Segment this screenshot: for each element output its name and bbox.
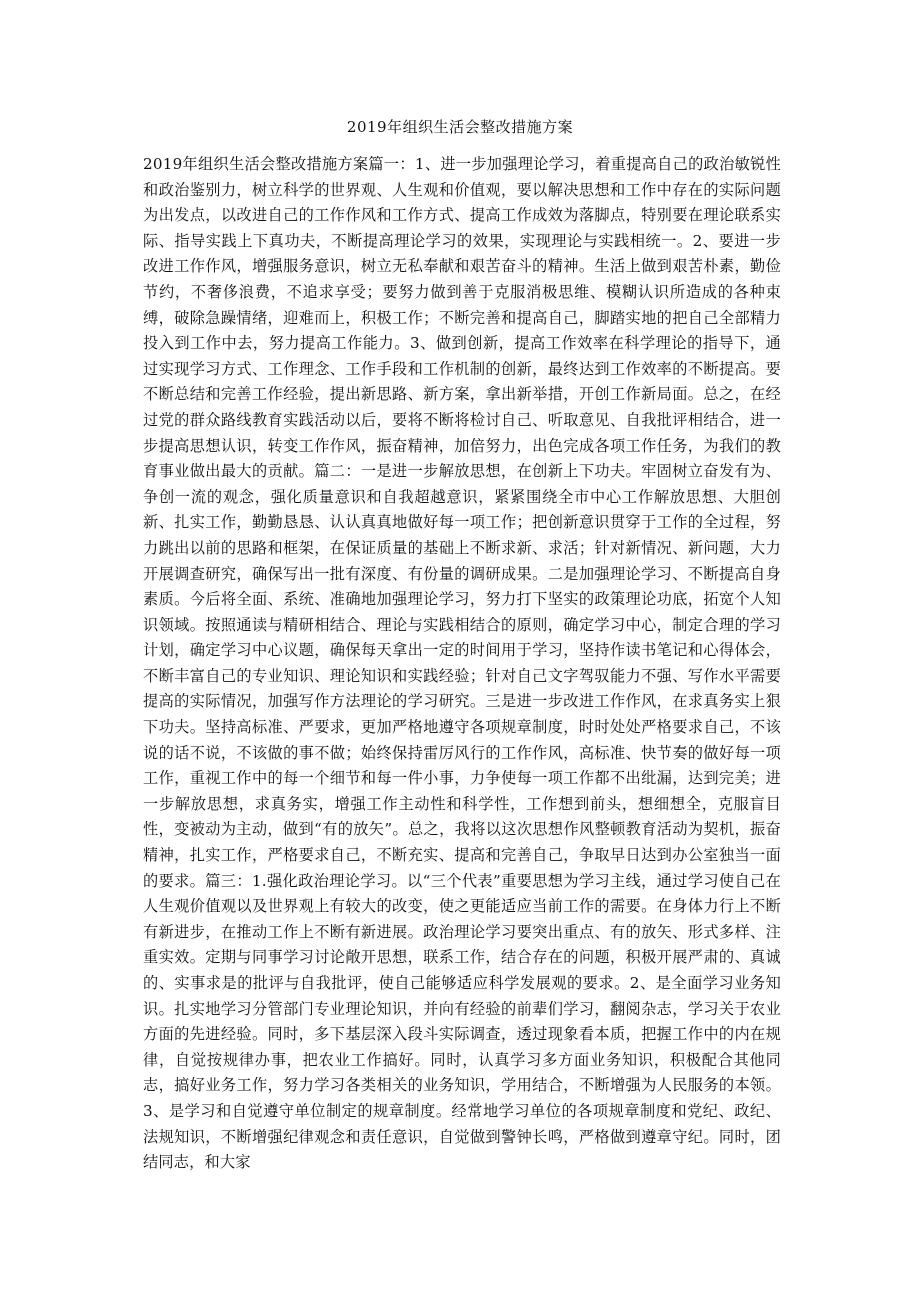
- document-body-paragraph: 2019年组织生活会整改措施方案篇一：1、进一步加强理论学习，着重提高自己的政治敏锐性和政治鉴别力，树立科学的世界观、人生观和价值观，要以解决思想和工作中存在的实际问题为出发点，以改进自己的工作作风和工作方式、提高工作成效为落脚点，特别要在理论联系实际、指导实践上下真功夫，不断提高理论学习的效果，实现理论与实践相统一。2、要进一步改进工作作风，增强服务意识，树立无私奉献和艰苦奋斗的精神。生活上做到艰苦朴素，勤俭节约，不奢侈浪费，不追求享受；要努力做到善于克服消极思维、模糊认识所造成的各种束缚，破除急躁情绪，迎难而上，积极工作；不断完善和提高自己，脚踏实地的把自己全部精力投入到工作中去，努力提高工作能力。3、做到创新，提高工作效率在科学理论的指导下，通过实现学习方式、工作理念、工作手段和工作机制的创新，最终达到工作效率的不断提高。要不断总结和完善工作经验，提出新思路、新方案，拿出新举措，开创工作新局面。总之，在经过党的群众路线教育实践活动以后，要将不断将检讨自己、听取意见、自我批评相结合，进一步提高思想认识，转变工作作风，振奋精神，加倍努力，出色完成各项工作任务，为我们的教育事业做出最大的贡献。篇二：一是进一步解放思想，在创新上下功夫。牢固树立奋发有为、争创一流的观念，强化质量意识和自我超越意识，紧紧围绕全市中心工作解放思想、大胆创新、扎实工作，勤勤恳恳、认认真真地做好每一项工作；把创新意识贯穿于工作的全过程，努力跳出以前的思路和框架，在保证质量的基础上不断求新、求活；针对新情况、新问题，大力开展调查研究，确保写出一批有深度、有份量的调研成果。二是加强理论学习、不断提高自身素质。今后将全面、系统、准确地加强理论学习，努力打下坚实的政策理论功底，拓宽个人知识领域。按照通读与精研相结合、理论与实践相结合的原则，确定学习中心，制定合理的学习计划，确定学习中心议题，确保每天拿出一定的时间用于学习，坚持作读书笔记和心得体会，不断丰富自己的专业知识、理论知识和实践经验；针对自己文字驾驭能力不强、写作水平需要提高的实际情况，加强写作方法理论的学习研究。三是进一步改进工作作风，在求真务实上狠下功夫。坚持高标准、严要求，更加严格地遵守各项规章制度，时时处处严格要求自己，不该说的话不说，不该做的事不做；始终保持雷厉风行的工作作风，高标准、快节奏的做好每一项工作，重视工作中的每一个细节和每一件小事，力争使每一项工作都不出纰漏，达到完美；进一步解放思想，求真务实，增强工作主动性和科学性，工作想到前头，想细想全，克服盲目性，变被动为主动，做到“有的放矢”。总之，我将以这次思想作风整顿教育活动为契机，振奋精神，扎实工作，严格要求自己，不断充实、提高和完善自己，争取早日达到办公室独当一面的要求。篇三：1.强化政治理论学习。以“三个代表”重要思想为学习主线，通过学习使自己在人生观价值观以及世界观上有较大的改变，使之更能适应当前工作的需要。在身体力行上不断有新进步，在推动工作上不断有新进展。政治理论学习要突出重点、有的放矢、形式多样、注重实效。定期与同事学习讨论敞开思想，联系工作，结合存在的问题，积极开展严肃的、真诚的、实事求是的批评与自我批评，使自己能够适应科学发展观的要求。2、是全面学习业务知识。扎实地学习分管部门专业理论知识，并向有经验的前辈们学习，翻阅杂志，学习关于农业方面的先进经验。同时，多下基层深入段斗实际调查，透过现象看本质，把握工作中的内在规律，自觉按规律办事，把农业工作搞好。同时，认真学习多方面业务知识，积极配合其他同志，搞好业务工作，努力学习各类相关的业务知识，学用结合，不断增强为人民服务的本领。3、是学习和自觉遵守单位制定的规章制度。经常地学习单位的各项规章制度和党纪、政纪、法规知识，不断增强纪律观念和责任意识，自觉做到警钟长鸣，严格做到遵章守纪。同时，团结同志，和大家: [143, 155, 781, 1172]
- document-title: 2019年组织生活会整改措施方案: [346, 118, 574, 136]
